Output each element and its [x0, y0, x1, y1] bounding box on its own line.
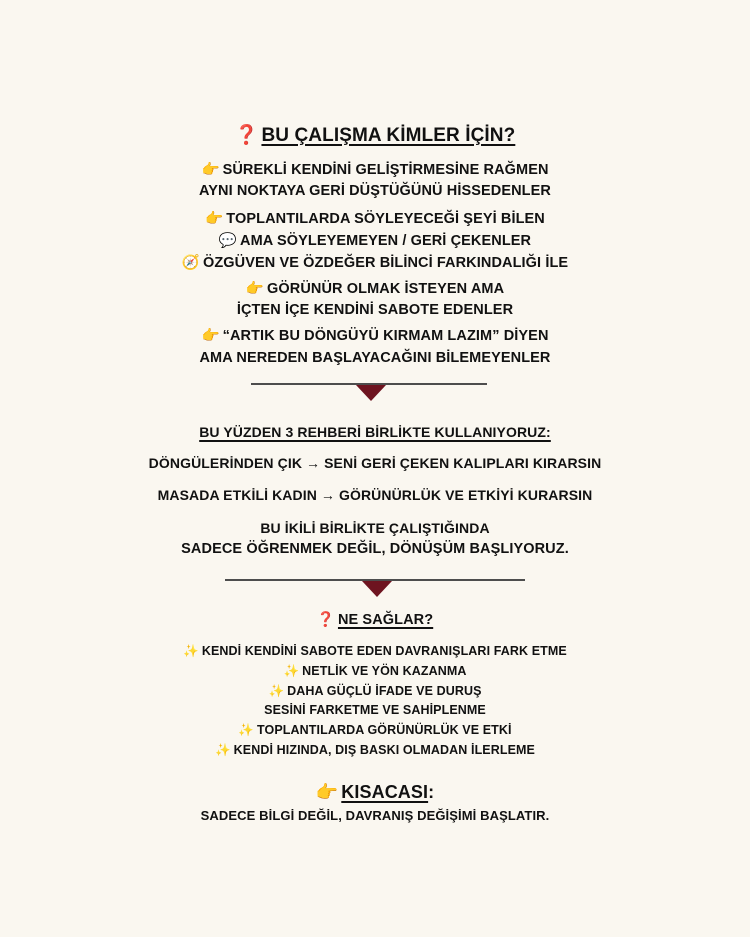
benefit-item-2-text: NETLİK VE YÖN KAZANMA [302, 664, 467, 678]
guides-summary-2: SADECE ÖĞRENMEK DEĞİL, DÖNÜŞÜM BAŞLIYORUZ. [181, 541, 569, 557]
who-item-6-line-2 [0, 350, 750, 366]
guides-summary-1: BU İKİLİ BİRLİKTE ÇALIŞTIĞINDA [260, 520, 490, 536]
benefit-item-1-text: KENDİ KENDİNİ SABOTE EDEN DAVRANIŞLARI FARK ETME [201, 644, 567, 658]
benefit-item-4 [0, 703, 750, 717]
guides-heading-text: BU YÜZDEN 3 REHBERİ BİRLİKTE KULLANIYORUZ: [199, 424, 551, 440]
section-who-title [0, 123, 750, 147]
who-item-6-text-1: “ARTIK BU DÖNGÜYÜ KIRMAM LAZIM” DİYEN [222, 328, 549, 344]
benefit-item-5 [0, 722, 750, 738]
divider-triangle [356, 385, 386, 401]
benefit-item-1 [0, 643, 750, 659]
benefit-item-4-text: SESİNİ FARKETME VE SAHİPLENME [264, 703, 486, 717]
who-item-1-line-1 [0, 161, 750, 178]
guides-heading [0, 424, 750, 440]
who-item-5-text-1: GÖRÜNÜR OLMAK İSTEYEN AMA [266, 281, 505, 297]
sparkles-icon: ✨ [215, 742, 231, 757]
speech-bubble-icon: 💬 [218, 233, 238, 249]
pointing-hand-icon: 👉 [201, 328, 220, 344]
benefit-item-3-text: DAHA GÜÇLÜ İFADE VE DURUŞ [287, 684, 482, 698]
guide-2: MASADA ETKİLİ KADIN → GÖRÜNÜRLÜK VE ETKİYİ KURARSIN [157, 487, 593, 503]
compass-icon: 🧭 [181, 255, 200, 271]
sparkles-icon: ✨ [183, 643, 199, 658]
section-benefits-title-text: NE SAĞLAR? [337, 612, 434, 628]
summary-title [0, 782, 750, 803]
who-item-6-text-2: AMA NEREDEN BAŞLAYACAĞINI BİLEMEYENLER [199, 350, 551, 366]
question-mark-icon: ❓ [316, 612, 335, 628]
who-item-3 [0, 232, 750, 249]
pointing-hand-icon: 👉 [201, 162, 220, 178]
who-item-4 [0, 254, 750, 271]
benefit-item-6 [0, 742, 750, 758]
benefit-item-6-text: KENDİ HIZINDA, DIŞ BASKI OLMADAN İLERLEME [233, 743, 535, 757]
benefit-item-5-text: TOPLANTILARDA GÖRÜNÜRLÜK VE ETKİ [257, 723, 512, 737]
pointing-hand-icon: 👉 [245, 281, 264, 297]
pointing-hand-icon: 👉 [205, 211, 224, 227]
who-item-5-line-1 [0, 280, 750, 297]
guide-1: DÖNGÜLERİNDEN ÇIK → SENİ GERİ ÇEKEN KALIPLARI KIRARSIN [148, 455, 602, 471]
summary-title-text: KISACASI [341, 782, 429, 802]
summary-title-suffix: : [428, 782, 435, 802]
who-item-1-line-2 [0, 183, 750, 199]
who-item-1-text-2: AYNI NOKTAYA GERİ DÜŞTÜĞÜNÜ HİSSEDENLER [199, 183, 551, 199]
pointing-hand-icon: 👉 [315, 782, 339, 803]
who-item-5-text-2: İÇTEN İÇE KENDİNİ SABOTE EDENLER [236, 302, 514, 318]
who-item-1-text-1: SÜREKLİ KENDİNİ GELİŞTİRMESİNE RAĞMEN [222, 162, 549, 178]
who-item-2-text: TOPLANTILARDA SÖYLEYECEĞİ ŞEYİ BİLEN [226, 211, 545, 227]
section-who-title-text: BU ÇALIŞMA KİMLER İÇİN? [261, 125, 516, 146]
section-benefits-title [0, 611, 750, 628]
who-item-5-line-2 [0, 302, 750, 318]
who-item-3-text: AMA SÖYLEYEMEYEN / GERİ ÇEKENLER [240, 233, 532, 249]
summary-text: SADECE BİLGİ DEĞİL, DAVRANIŞ DEĞİŞİMİ BAŞLATIR. [200, 808, 550, 823]
who-item-2 [0, 210, 750, 227]
sparkles-icon: ✨ [268, 683, 285, 698]
sparkles-icon: ✨ [238, 722, 255, 737]
sparkles-icon: ✨ [283, 663, 300, 678]
divider-triangle [362, 581, 392, 597]
who-item-6-line-1 [0, 327, 750, 344]
benefit-item-3 [0, 683, 750, 699]
question-mark-icon: ❓ [234, 124, 259, 146]
benefit-item-2 [0, 663, 750, 679]
who-item-4-text: ÖZGÜVEN VE ÖZDEĞER BİLİNCİ FARKINDALIĞI İLE [202, 255, 569, 271]
